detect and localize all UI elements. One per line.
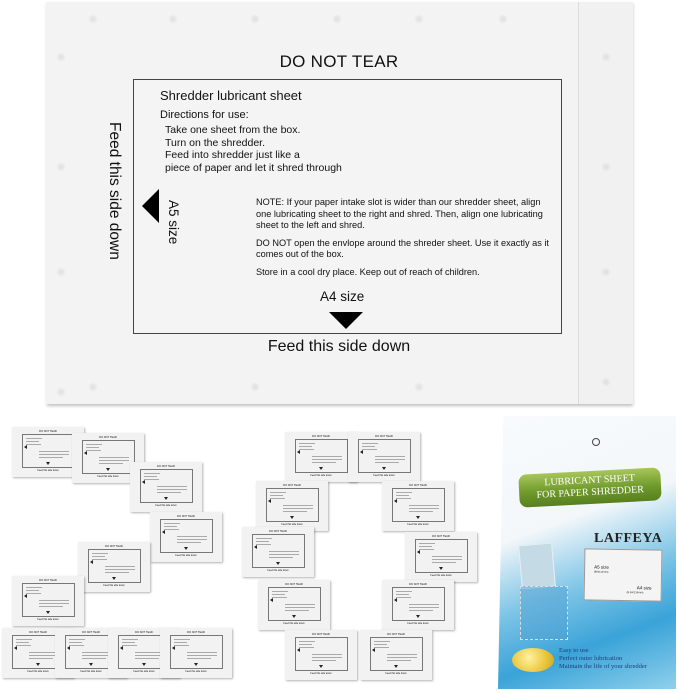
thumb-text-line bbox=[269, 551, 299, 552]
thumb-feed-label: Feed this side down bbox=[185, 670, 207, 673]
arrow-down-icon bbox=[292, 615, 296, 618]
thumb-text-line bbox=[174, 645, 189, 646]
thumb-title: DO NOT TEAR bbox=[187, 631, 205, 634]
thumb-text-line bbox=[396, 597, 411, 598]
thumb-text-line bbox=[122, 645, 137, 646]
arrow-down-icon bbox=[394, 665, 398, 668]
thumb-text-line bbox=[16, 642, 29, 643]
perforation-dot bbox=[250, 14, 260, 24]
thumb-text-line bbox=[86, 450, 101, 451]
feature-list bbox=[559, 647, 647, 671]
lubricant-sheet-thumbnail bbox=[150, 512, 222, 562]
arrow-left-icon bbox=[297, 450, 300, 454]
thumb-feed-label: Feed this side down bbox=[283, 622, 305, 625]
instruction-frame bbox=[133, 79, 562, 334]
arrow-left-icon bbox=[67, 646, 70, 650]
thumb-text-line bbox=[283, 508, 313, 509]
thumb-title: DO NOT TEAR bbox=[39, 430, 57, 433]
perforation-dot bbox=[250, 382, 260, 392]
thumb-text-line bbox=[122, 639, 138, 640]
thumb-text-line bbox=[269, 557, 293, 558]
arrow-down-icon bbox=[290, 516, 294, 519]
pkg-a4-label: A4 size bbox=[636, 585, 652, 591]
perforation-dot bbox=[88, 14, 98, 24]
step: Feed into shredder just like a bbox=[165, 149, 300, 161]
perforation-dot bbox=[88, 382, 98, 392]
thumb-text-line bbox=[285, 607, 315, 608]
thumb-text-line bbox=[16, 639, 32, 640]
arrow-down-icon bbox=[89, 663, 93, 666]
arrow-left-icon bbox=[172, 646, 175, 650]
lubricant-sheet-thumbnail bbox=[285, 432, 357, 482]
lubricant-sheet-thumbnail bbox=[382, 580, 454, 630]
thumb-text-line bbox=[122, 642, 135, 643]
thumb-text-line bbox=[92, 556, 105, 557]
thumb-feed-label: Feed this side down bbox=[27, 670, 49, 673]
perforation-dot bbox=[601, 377, 611, 387]
thumb-text-line bbox=[269, 554, 299, 555]
thumb-title: DO NOT TEAR bbox=[82, 631, 100, 634]
thumb-feed-label: Feed this side down bbox=[407, 622, 429, 625]
thumb-title: DO NOT TEAR bbox=[312, 435, 330, 438]
thumb-text-line bbox=[374, 644, 387, 645]
arrow-left-icon bbox=[120, 646, 123, 650]
thumb-text-line bbox=[69, 639, 85, 640]
arrow-left-icon bbox=[360, 450, 363, 454]
thumb-text-line bbox=[409, 505, 439, 506]
thumb-title: DO NOT TEAR bbox=[409, 484, 427, 487]
thumb-text-line bbox=[299, 449, 314, 450]
step: piece of paper and let it shred through bbox=[165, 161, 342, 174]
thumb-text-line bbox=[144, 476, 157, 477]
lubricant-sheet-thumbnail bbox=[258, 580, 330, 630]
perforation-dot bbox=[56, 162, 66, 172]
thumb-text-line bbox=[375, 456, 405, 457]
thumb-feed-label: Feed this side down bbox=[385, 672, 407, 675]
thumb-text-line bbox=[312, 456, 342, 457]
feed-side-bottom-label: Feed this side down bbox=[267, 338, 411, 355]
note-paragraph: Store in a cool dry place. Keep out of reach of children. bbox=[256, 266, 480, 277]
thumb-text-line bbox=[256, 541, 269, 542]
arrow-left-icon bbox=[24, 445, 27, 449]
arrow-left-icon bbox=[142, 480, 145, 484]
thumb-text-line bbox=[187, 655, 217, 656]
arrow-left-icon bbox=[162, 530, 165, 534]
thumb-feed-label: Feed this side down bbox=[373, 474, 395, 477]
arrow-left-icon bbox=[394, 499, 397, 503]
thumb-title: DO NOT TEAR bbox=[375, 435, 393, 438]
thumb-text-line bbox=[419, 543, 435, 544]
thumb-text-line bbox=[375, 462, 399, 463]
thumb-text-line bbox=[283, 511, 307, 512]
thumb-text-line bbox=[177, 539, 207, 540]
thumb-text-line bbox=[387, 654, 417, 655]
pkg-a5-dims: (80x112mm) bbox=[594, 570, 609, 574]
thumb-text-line bbox=[39, 457, 63, 458]
thumb-text-line bbox=[187, 652, 217, 653]
lubricant-sheet-thumbnail bbox=[360, 630, 432, 680]
lubricant-sheet-thumbnail bbox=[242, 527, 314, 577]
arrow-left-icon bbox=[84, 451, 87, 455]
step: Take one sheet from the box. bbox=[165, 124, 301, 136]
thumb-title: DO NOT TEAR bbox=[312, 633, 330, 636]
thumb-feed-label: Feed this side down bbox=[407, 523, 429, 526]
thumb-text-line bbox=[86, 444, 102, 445]
thumb-text-line bbox=[299, 647, 314, 648]
thumb-text-line bbox=[157, 492, 181, 493]
arrow-down-icon bbox=[194, 663, 198, 666]
thumb-feed-label: Feed this side down bbox=[155, 504, 177, 507]
arrow-down-icon bbox=[184, 547, 188, 550]
lubricant-sheet-thumbnail bbox=[285, 630, 357, 680]
thumb-text-line bbox=[299, 446, 312, 447]
a4-size-label: A4 size bbox=[320, 289, 365, 304]
thumb-text-line bbox=[39, 606, 63, 607]
thumb-text-line bbox=[174, 639, 190, 640]
directions-steps bbox=[165, 124, 342, 174]
thumb-text-line bbox=[39, 451, 69, 452]
step: Turn on the shredder. bbox=[165, 136, 266, 149]
thumb-feed-label: Feed this side down bbox=[430, 574, 452, 577]
thumb-text-line bbox=[272, 597, 287, 598]
thumb-text-line bbox=[312, 459, 342, 460]
thumb-text-line bbox=[299, 644, 312, 645]
thumb-text-line bbox=[26, 590, 39, 591]
lubricant-sheet-thumbnail bbox=[78, 542, 150, 592]
thumb-text-line bbox=[285, 604, 315, 605]
thumb-text-line bbox=[396, 498, 411, 499]
thumb-text-line bbox=[99, 463, 123, 464]
a5-size-label: A5 size bbox=[166, 200, 181, 245]
thumb-text-line bbox=[164, 523, 180, 524]
feature-item: Perfect outer lubrication bbox=[559, 655, 623, 662]
thumb-title: DO NOT TEAR bbox=[283, 484, 301, 487]
thumb-text-line bbox=[432, 562, 456, 563]
thumb-feed-label: Feed this side down bbox=[281, 523, 303, 526]
thumb-text-line bbox=[256, 538, 272, 539]
thumb-text-line bbox=[69, 645, 84, 646]
lubricant-sheet-thumbnail bbox=[382, 481, 454, 531]
lubricant-sheet-large bbox=[46, 2, 632, 404]
arrow-down-icon bbox=[276, 562, 280, 565]
arrow-left-icon bbox=[14, 646, 17, 650]
thumb-text-line bbox=[375, 459, 405, 460]
thumb-text-line bbox=[299, 443, 315, 444]
thumb-title: DO NOT TEAR bbox=[105, 545, 123, 548]
gears-icon bbox=[512, 648, 554, 672]
thumb-text-line bbox=[29, 658, 53, 659]
thumb-text-line bbox=[374, 647, 389, 648]
lubricant-sheet-thumbnail bbox=[130, 462, 202, 512]
thumb-feed-label: Feed this side down bbox=[267, 569, 289, 572]
thumb-text-line bbox=[312, 660, 336, 661]
thumb-text-line bbox=[312, 462, 336, 463]
arrow-down-icon bbox=[46, 611, 50, 614]
thumb-feed-label: Feed this side down bbox=[310, 672, 332, 675]
note-paragraph: NOTE: If your paper intake slot is wider than our shredder sheet, align one lubricating sheet to the right and shred. Then, align one lubricating sheet to the left and shred. bbox=[256, 197, 543, 231]
arrow-down-icon bbox=[439, 567, 443, 570]
thumb-text-line bbox=[312, 654, 342, 655]
thumb-text-line bbox=[396, 594, 409, 595]
thumb-text-line bbox=[187, 658, 211, 659]
thumb-text-line bbox=[409, 511, 433, 512]
thumb-text-line bbox=[396, 495, 409, 496]
arrow-down-icon bbox=[382, 467, 386, 470]
arrow-down-icon bbox=[36, 663, 40, 666]
arrow-left-icon bbox=[394, 598, 397, 602]
thumb-feed-label: Feed this side down bbox=[103, 584, 125, 587]
thumb-text-line bbox=[135, 658, 159, 659]
thumb-text-line bbox=[99, 457, 129, 458]
arrow-down-icon bbox=[164, 497, 168, 500]
arrow-left-icon bbox=[24, 594, 27, 598]
thumb-text-line bbox=[144, 479, 159, 480]
thumb-title: DO NOT TEAR bbox=[269, 530, 287, 533]
thumb-text-line bbox=[105, 572, 129, 573]
thumb-text-line bbox=[92, 559, 107, 560]
perforation-dot bbox=[56, 267, 66, 277]
thumb-title: DO NOT TEAR bbox=[157, 465, 175, 468]
arrow-left-icon bbox=[142, 189, 159, 223]
thumb-text-line bbox=[272, 591, 288, 592]
thumb-text-line bbox=[39, 603, 69, 604]
thumb-text-line bbox=[409, 604, 439, 605]
arrow-down-icon bbox=[112, 577, 116, 580]
lubricant-sheet-thumbnail bbox=[256, 481, 328, 531]
thumb-text-line bbox=[432, 559, 462, 560]
arrow-down-icon bbox=[416, 516, 420, 519]
thumb-text-line bbox=[270, 498, 285, 499]
arrow-left-icon bbox=[417, 550, 420, 554]
thumb-text-line bbox=[432, 556, 462, 557]
perforation-dot bbox=[414, 382, 424, 392]
thumb-text-line bbox=[409, 607, 439, 608]
hang-hole bbox=[592, 438, 600, 446]
thumb-feed-label: Feed this side down bbox=[37, 469, 59, 472]
thumb-text-line bbox=[26, 441, 39, 442]
feature-item: Easy to use bbox=[559, 647, 589, 654]
perforation-dot bbox=[168, 14, 178, 24]
thumb-text-line bbox=[157, 489, 187, 490]
thumb-text-line bbox=[396, 591, 412, 592]
thumb-title: DO NOT TEAR bbox=[409, 583, 427, 586]
arrow-left-icon bbox=[254, 545, 257, 549]
arrow-down-icon bbox=[416, 615, 420, 618]
thumb-text-line bbox=[270, 492, 286, 493]
arrow-left-icon bbox=[297, 648, 300, 652]
perforation-dot bbox=[56, 387, 66, 397]
thumb-text-line bbox=[362, 443, 378, 444]
banner-line: LUBRICANT SHEET bbox=[544, 472, 636, 489]
thumb-feed-label: Feed this side down bbox=[37, 618, 59, 621]
lubricant-sheet-thumbnail bbox=[348, 432, 420, 482]
thumb-text-line bbox=[69, 642, 82, 643]
thumb-text-line bbox=[256, 544, 271, 545]
thumb-text-line bbox=[26, 438, 42, 439]
arrow-down-icon bbox=[319, 467, 323, 470]
arrow-left-icon bbox=[90, 560, 93, 564]
thumb-text-line bbox=[283, 505, 313, 506]
note-block bbox=[256, 197, 556, 285]
product-package bbox=[498, 416, 676, 689]
thumb-text-line bbox=[409, 610, 433, 611]
thumb-title: DO NOT TEAR bbox=[177, 515, 195, 518]
thumb-text-line bbox=[285, 610, 309, 611]
thumb-text-line bbox=[39, 454, 69, 455]
shredder-illustration bbox=[520, 586, 568, 640]
thumb-text-line bbox=[409, 508, 439, 509]
thumb-text-line bbox=[299, 641, 315, 642]
thumb-text-line bbox=[82, 658, 106, 659]
thumb-title: DO NOT TEAR bbox=[99, 436, 117, 439]
perforation-dot bbox=[332, 14, 342, 24]
thumb-text-line bbox=[105, 566, 135, 567]
thumb-text-line bbox=[396, 492, 412, 493]
arrow-left-icon bbox=[270, 598, 273, 602]
thumb-text-line bbox=[26, 587, 42, 588]
thumb-title: DO NOT TEAR bbox=[387, 633, 405, 636]
perforation-dot bbox=[601, 267, 611, 277]
banner-line: FOR PAPER SHREDDER bbox=[536, 484, 645, 501]
do-not-tear-label: DO NOT TEAR bbox=[279, 52, 399, 71]
thumb-text-line bbox=[387, 657, 417, 658]
thumb-text-line bbox=[270, 495, 283, 496]
feed-side-left-label: Feed this side down bbox=[106, 122, 123, 260]
thumb-text-line bbox=[144, 473, 160, 474]
thumb-text-line bbox=[99, 460, 129, 461]
pkg-a4-dims: (8.5in/216mm) bbox=[626, 591, 644, 595]
thumb-text-line bbox=[92, 553, 108, 554]
lubricant-sheet-thumbnail bbox=[405, 532, 477, 582]
paper-illustration bbox=[518, 543, 556, 590]
note-paragraph: DO NOT open the envlope around the shreder sheet. Use it exactly as it comes out of the box. bbox=[256, 237, 549, 260]
thumb-text-line bbox=[312, 657, 342, 658]
thumb-text-line bbox=[26, 444, 41, 445]
directions-heading: Directions for use: bbox=[160, 109, 249, 121]
thumb-title: DO NOT TEAR bbox=[135, 631, 153, 634]
perforation-dot bbox=[414, 14, 424, 24]
thumb-text-line bbox=[362, 449, 377, 450]
thumb-text-line bbox=[157, 486, 187, 487]
thumb-feed-label: Feed this side down bbox=[97, 475, 119, 478]
thumb-text-line bbox=[39, 600, 69, 601]
thumb-text-line bbox=[174, 642, 187, 643]
arrow-down-icon bbox=[46, 462, 50, 465]
arrow-left-icon bbox=[372, 648, 375, 652]
thumb-text-line bbox=[419, 546, 432, 547]
thumb-text-line bbox=[419, 549, 434, 550]
thumb-text-line bbox=[387, 660, 411, 661]
feature-item: Maintain the life of your shredder bbox=[559, 663, 647, 670]
brand-name: LAFFEYA bbox=[594, 531, 663, 546]
lubricant-sheet-thumbnail bbox=[160, 628, 232, 678]
sheet-heading: Shredder lubricant sheet bbox=[160, 88, 302, 103]
perforation-dot bbox=[498, 14, 508, 24]
thumb-text-line bbox=[272, 594, 285, 595]
thumb-title: DO NOT TEAR bbox=[29, 631, 47, 634]
thumb-text-line bbox=[177, 536, 207, 537]
arrow-left-icon bbox=[268, 499, 271, 503]
thumb-feed-label: Feed this side down bbox=[80, 670, 102, 673]
thumb-title: DO NOT TEAR bbox=[39, 579, 57, 582]
thumb-title: DO NOT TEAR bbox=[432, 535, 450, 538]
arrow-down-icon bbox=[142, 663, 146, 666]
lubricant-sheet-thumbnail bbox=[12, 576, 84, 626]
package-sheet-preview bbox=[584, 548, 663, 601]
arrow-down-icon bbox=[106, 468, 110, 471]
thumb-feed-label: Feed this side down bbox=[310, 474, 332, 477]
pkg-a5-label: A5 size bbox=[594, 564, 609, 570]
thumb-text-line bbox=[374, 641, 390, 642]
thumb-feed-label: Feed this side down bbox=[175, 554, 197, 557]
thumb-text-line bbox=[105, 569, 135, 570]
thumb-text-line bbox=[362, 446, 375, 447]
thumb-text-line bbox=[164, 526, 177, 527]
thumb-text-line bbox=[86, 447, 99, 448]
arrow-down-icon bbox=[319, 665, 323, 668]
thumb-text-line bbox=[16, 645, 31, 646]
thumb-title: DO NOT TEAR bbox=[285, 583, 303, 586]
thumb-feed-label: Feed this side down bbox=[133, 670, 155, 673]
arrow-down-icon bbox=[329, 312, 363, 329]
thumb-text-line bbox=[26, 593, 41, 594]
perforation-dot bbox=[601, 162, 611, 172]
thumb-text-line bbox=[177, 542, 201, 543]
thumb-text-line bbox=[164, 529, 179, 530]
